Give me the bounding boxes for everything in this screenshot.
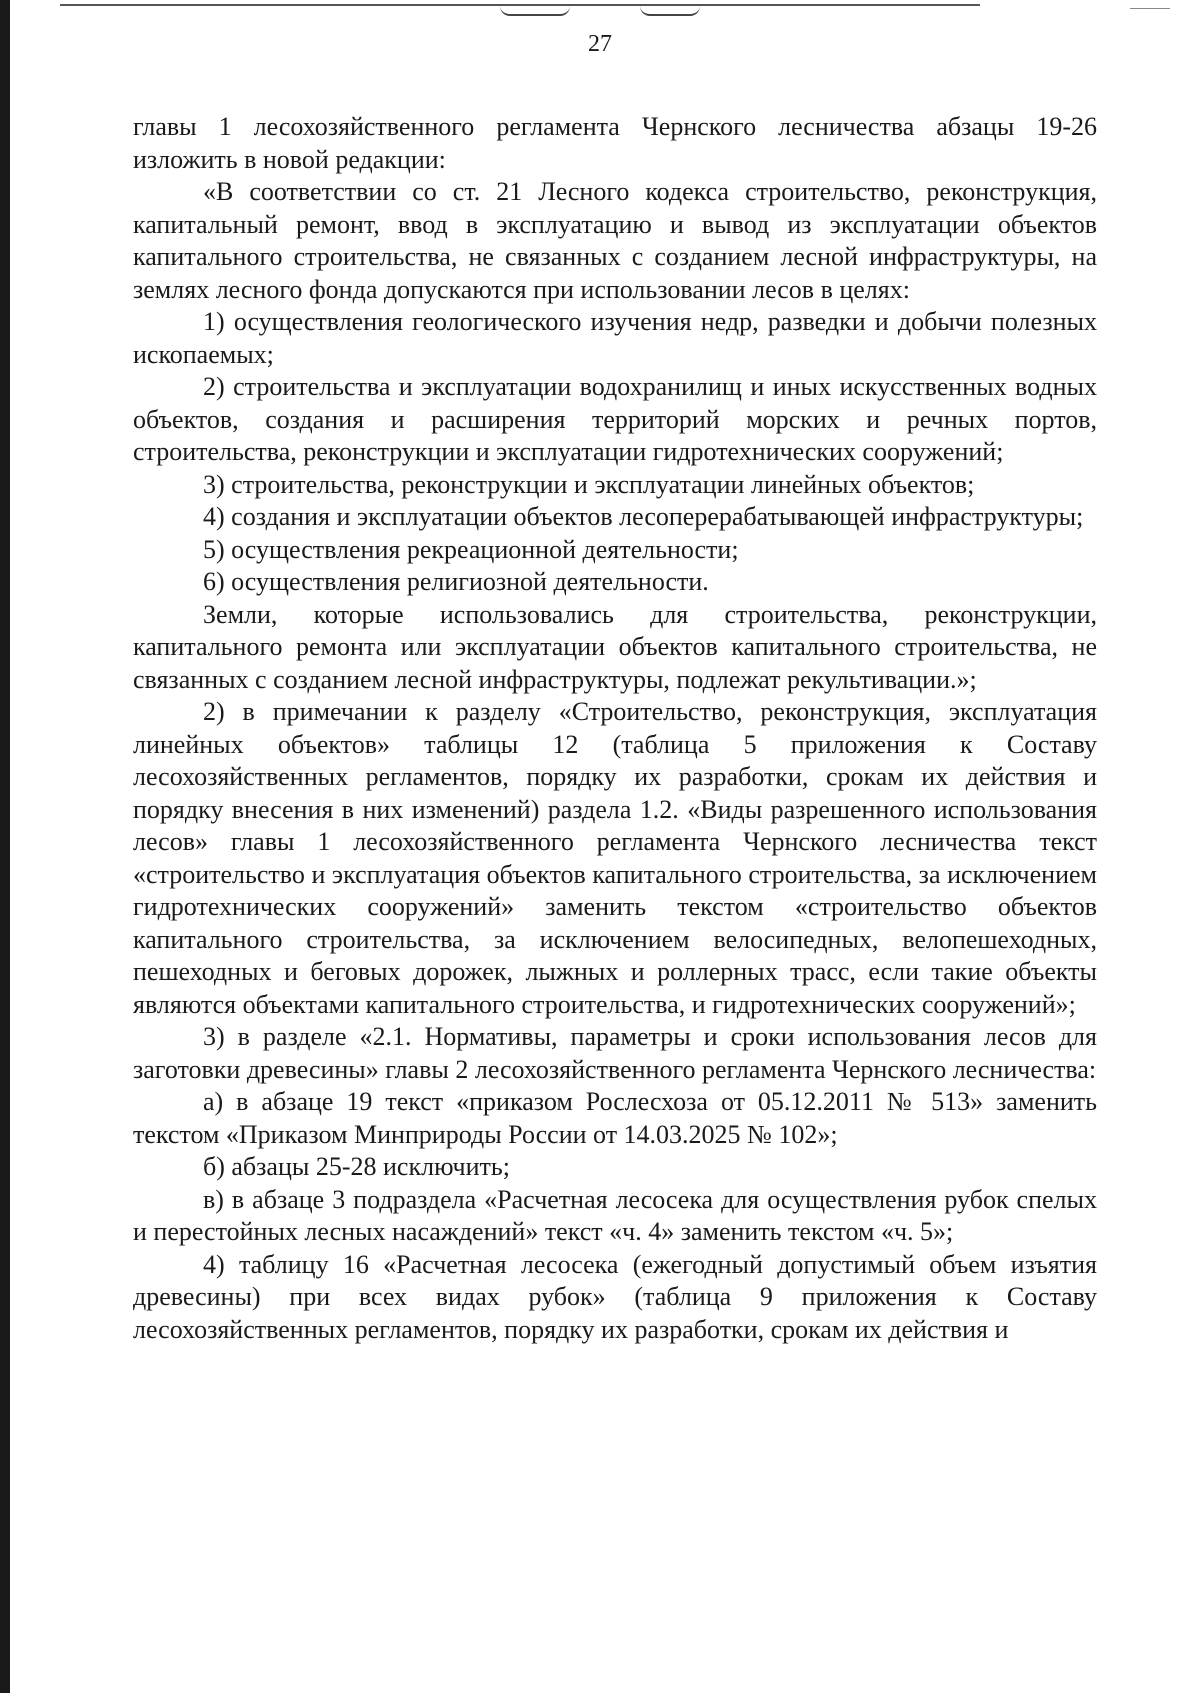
page-number: 27 (588, 31, 612, 57)
paragraph: главы 1 лесохозяйственного регламента Чернского лесничества абзацы 19-26 изложить в новой редакции: (133, 112, 1097, 174)
paragraph: 4) таблицу 16 «Расчетная лесосека (ежегодный допустимый объем изъятия древесины) при всех видах рубок» (таблица 9 приложения к Составу лесохозяйственных регламентов, порядку их разработки, срокам их действия и (133, 1249, 1097, 1344)
scan-top-line-right (1130, 8, 1170, 9)
document-body (133, 111, 1097, 1346)
list-item: 2) строительства и эксплуатации водохранилищ и иных искусственных водных объектов, создания и расширения территорий морских и речных портов, строительства, реконструкции и эксплуатации гидротехнических сооружений; (133, 372, 1097, 466)
list-item: в) в абзаце 3 подраздела «Расчетная лесосека для осуществления рубок спелых и перестойных лесных насаждений» текст «ч. 4» заменить текстом «ч. 5»; (133, 1184, 1097, 1246)
paragraph: 2) в примечании к разделу «Строительство, реконструкция, эксплуатация линейных объектов» таблицы 12 (таблица 5 приложения к Составу лесохозяйственных регламентов, порядку их разработки, срокам их действия и порядку внесения в них изменений) раздела 1.2. «Виды разрешенного использования лесов» главы 1 лесохозяйственного регламента Чернского лесничества текст «строительство и эксплуатация объектов капитального строительства, за исключением гидротехнических сооружений» заменить текстом «строительство объектов капитального строительства, за исключением велосипедных, велопешеходных, пешеходных и беговых дорожек, лыжных и роллерных трасс, если такие объекты являются объектами капитального строительства, и гидротехнических сооружений»; (133, 697, 1097, 1019)
list-item: 4) создания и эксплуатации объектов лесоперерабатывающей инфраструктуры; (203, 502, 1084, 531)
paragraph: Земли, которые использовались для строительства, реконструкции, капитального ремонта или эксплуатации объектов капитального строительства, не связанных с созданием лесной инфраструктуры, подлежат рекультивации.»; (133, 599, 1097, 694)
list-item: 3) строительства, реконструкции и эксплуатации линейных объектов; (203, 469, 975, 499)
list-item: б) абзацы 25-28 исключить; (203, 1152, 510, 1181)
list-item: а) в абзаце 19 текст «приказом Рослесхоза от 05.12.2011 № 513» заменить текстом «Приказом Минприроды России от 14.03.2025 № 102»; (133, 1087, 1097, 1149)
list-item: 1) осуществления геологического изучения недр, разведки и добычи полезных ископаемых; (133, 307, 1097, 369)
scan-mark (500, 6, 570, 16)
paragraph: «В соответствии со ст. 21 Лесного кодекса строительство, реконструкция, капитальный ремонт, ввод в эксплуатацию и вывод из эксплуатации объектов капитального строительства, не связанных с созданием лесной инфраструктуры, на землях лесного фонда допускаются при использовании лесов в целях: (133, 177, 1097, 304)
paragraph: 3) в разделе «2.1. Нормативы, параметры и сроки использования лесов для заготовки древесины» главы 2 лесохозяйственного регламента Чернского лесничества: (133, 1022, 1097, 1084)
scan-mark (640, 6, 700, 16)
list-item: 6) осуществления религиозной деятельности. (203, 567, 709, 596)
list-item: 5) осуществления рекреационной деятельности; (203, 534, 739, 564)
scan-left-edge (0, 0, 10, 1693)
